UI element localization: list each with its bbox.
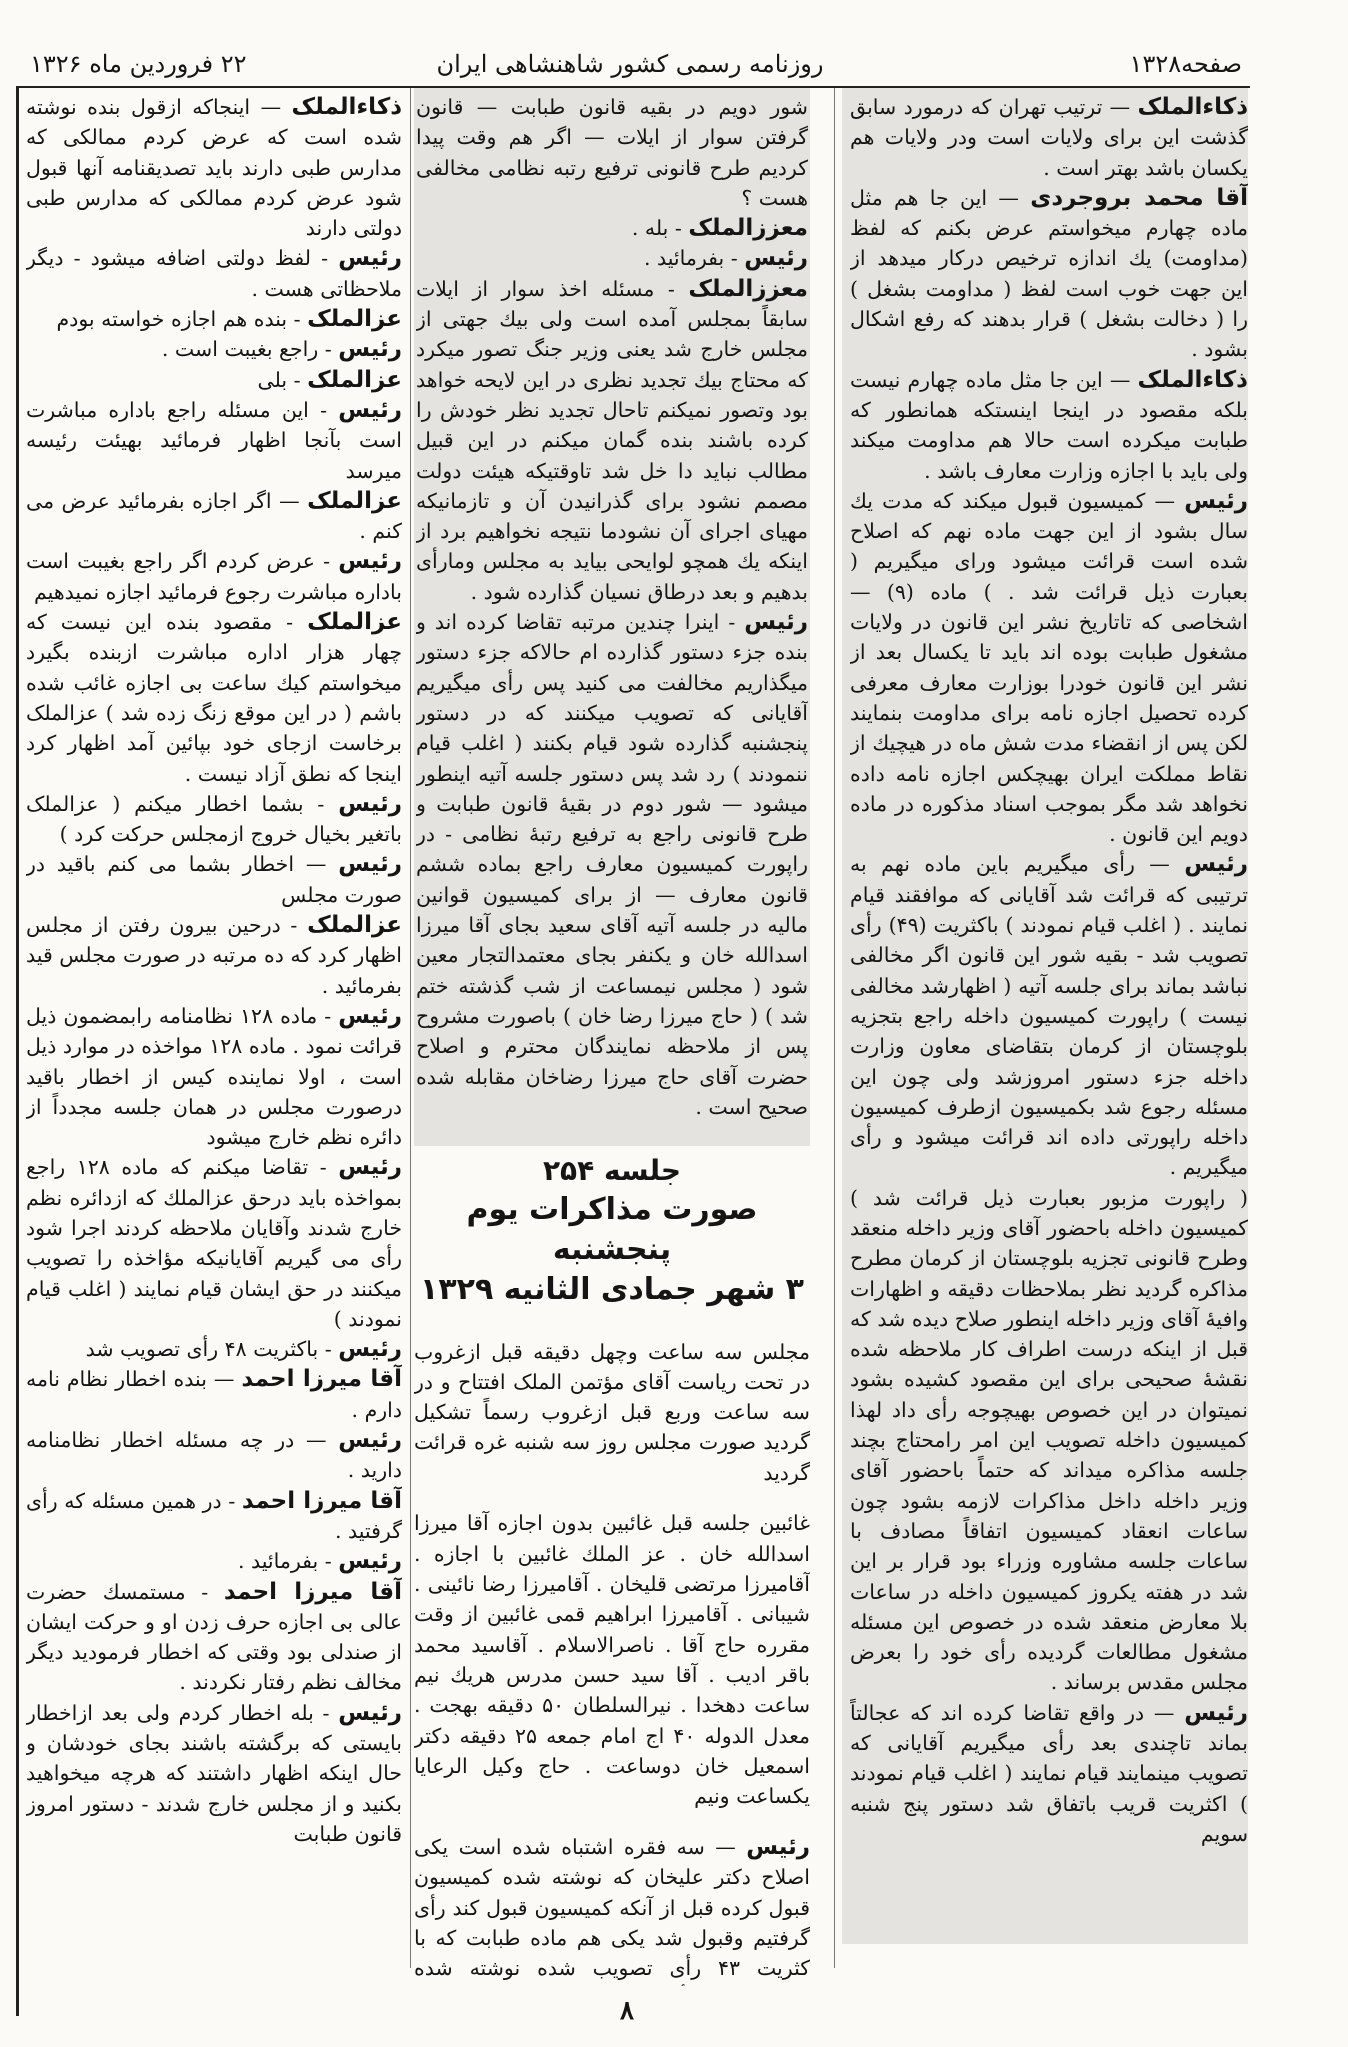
paragraph-text: - بنده هم اجازه خواسته بودم <box>56 307 301 332</box>
paragraph <box>26 365 402 395</box>
speaker-name: عزالملک <box>307 487 402 514</box>
session-date: ۳ شهر جمادی الثانیه ۱۳۲۹ <box>420 1272 804 1307</box>
left-column <box>26 92 402 1972</box>
paragraph <box>26 486 402 547</box>
column-divider <box>410 88 411 1968</box>
paragraph <box>850 1183 1248 1698</box>
paragraph <box>850 486 1248 850</box>
speaker-name: رئیس <box>1184 1699 1248 1726</box>
paragraph-text: - اینرا چندین مرتبه تقاضا کرده اند و بنده جزء دستور گذارده ام حالاکه جزء دستور میگذاریم مخالفت می کنید پس رأی میگیریم آقایانی که تصویب میکنند که در دستور پنجشنبه گذارده شود قیام بکنند ( اغلب قیام ننمودند ) رد شد پس دستور جلسه آتیه اینطور میشود — شور دوم در بقیهٔ قانون طبابت و طرح قانونی راجع به ترفیع رتبهٔ نظامی - در راپورت کمیسیون معارف راجع بماده ششم قانون معارف — از برای کمیسیون قوانین مالیه در جلسه آتیه آقای سعید بجای آقا میرزا اسدالله خان و یکنفر بجای معتمدالتجار معین شود ( مجلس نیمساعت از شب گذشته ختم شد ) ( حاج میرزا رضا خان ) باصورت مشروح پس از ملاحظه نمایندگان محترم و اصلاح حضرت آقای حاج میرزا رضاخان مقابله شده صحیح است . <box>416 610 808 1119</box>
session-section <box>414 1152 810 1986</box>
speaker-name: آقا میرزا احمد <box>223 1578 402 1605</box>
paragraph-text: - ماده ۱۲۸ نظامنامه رابمضمون ذیل قرائت نمود . ماده ۱۲۸ مواخذه در موارد ذیل است ، اولا نماینده کیس از اخطار باقید درصورت مجلس در همان جلسه مجدداً از دائره نظم خارج میشود <box>26 1003 402 1150</box>
paragraph <box>26 607 402 789</box>
speaker-name: رئیس <box>746 1833 810 1860</box>
paragraph <box>850 1698 1248 1849</box>
left-margin-rule <box>16 86 19 2016</box>
page-footer-number: ۸ <box>620 1996 634 2026</box>
paragraph <box>850 365 1248 486</box>
paragraph <box>850 849 1248 1182</box>
paragraph-text: - بله . <box>631 216 682 241</box>
speaker-name: رئیس <box>338 1699 402 1726</box>
paragraph <box>850 183 1248 365</box>
speaker-name: رئیس <box>338 1548 402 1575</box>
speaker-name: ذکاءالملک <box>1137 94 1248 120</box>
speaker-name: آقا میرزا احمد <box>241 1487 402 1514</box>
paragraph-text: - عرض کردم اگر راجع بغیبت است باداره مباشرت رجوع فرمائید اجازه نمیدهیم <box>26 549 402 604</box>
paragraph <box>414 1508 810 1811</box>
speaker-name: رئیس <box>338 336 402 363</box>
paragraph-text: - بفرمائید . <box>237 1549 332 1574</box>
paragraph <box>26 910 402 1001</box>
speaker-name: رئیس <box>338 1427 402 1454</box>
speaker-name: ذکاءالملک <box>1137 366 1248 393</box>
paragraph-text: — در چه مسئله اخطار نظامنامه دارید . <box>26 1428 402 1483</box>
paragraph <box>416 274 808 607</box>
paragraph-text: — اینجاکه ازقول بنده نوشته شده است که عرض کردم ممالکی که مدارس طبی دارند باید تصدیقنامه آنها قبول شود عرض کردم ممالکی که مدارس طبی دولتی دارند <box>26 95 402 241</box>
paragraph-text: — ترتیب تهران که درمورد سابق گذشت این برای ولایات است ودر ولایات هم یکسان باشد بهتر است . <box>850 95 1248 180</box>
paragraph <box>414 1337 810 1488</box>
paragraph-text: - تقاضا میکنم که ماده ۱۲۸ راجع بمواخذه باید درحق عزالملك که ازدائره نظم خارج شدند وآقایان ملاحظه کردند اجرا شود رأی می گیریم آقایانیکه مؤاخذه را تصویب میکنند در حق ایشان قیام نمایند ( اغلب قیام نمودند ) <box>26 1155 402 1331</box>
paragraph <box>26 849 402 910</box>
paragraph-text: - بشما اخطار میکنم ( عزالملک باتغیر بخیال خروج ازمجلس حرکت کرد ) <box>26 791 402 847</box>
speaker-name: آقا میرزا احمد <box>241 1366 402 1393</box>
speaker-name: رئیس <box>1184 487 1248 514</box>
paragraph-text: مجلس سه ساعت وچهل دقیقه قبل ازغروب در تحت ریاست آقای مؤتمن الملک افتتاح و در سه ساعت وربع قبل ازغروب رسماً تشکیل گردید صورت مجلس روز سه شنبه غره قرائت گردید <box>414 1339 810 1485</box>
paragraph-text: — بنده اخطار نظام نامه دارم . <box>26 1367 402 1422</box>
paragraph-text: - بلی <box>257 367 301 392</box>
speaker-name: رئیس <box>338 851 402 878</box>
page-number-label: صفحه۱۳۲۸ <box>1129 50 1242 78</box>
paragraph-text: شور دویم در بقیه قانون طبابت — قانون گرفتن سوار از ایلات — اگر هم وقت پیدا کردیم طرح قانونی ترفیع رتبه نظامی مخالفی هست ؟ <box>416 95 808 210</box>
column-divider <box>834 88 835 1968</box>
paragraph-text: — سه فقره اشتباه شده است یکی اصلاح دکتر علیخان که نوشته شده کمیسیون قبول کرده قبل از آنکه کمیسیون قبول کند رأی گرفتیم وقبول شد یکی هم ماده طبابت که با کثریت ۴۳ رأی تصویب شده نوشته شده <box>414 1834 810 1981</box>
speaker-name: رئیس <box>338 1154 402 1181</box>
paragraph-text: — رأی میگیریم باین ماده نهم به ترتیبی که قرائت شد آقایانی که موافقند قیام نمایند . ( اغلب قیام نمودند ) باکثریت (۴۹) رأی تصویب شد - بقیه شور این قانون اگر مخالفی نباشد بماند برای جلسه آتیه ( اظهارشد مخالفی نیست ) راپورت کمیسیون داخله راجع بتجزیه بلوچستان از کرمان بتقاضای معاون وزارت داخله جزء دستور امروزشد ولی چون این مسئله رجوع شد بکمیسیون ازطرف کمیسیون داخله راپورتی داده اند قرائت میشود و رأی میگیریم . <box>850 852 1248 1180</box>
paragraph <box>26 395 402 486</box>
paragraph-text: — کمیسیون قبول میکند که مدت یك سال بشود از این جهت ماده نهم که اصلاح شده است قرائت میشود ورای میگیریم ( بعبارت ذیل قرائت شد . ) ماده (۹) — اشخاصی که تاتاریخ نشر این قانون در ولایات مشغول طبابت بوده اند باید تا یکسال بعد از نشر این قانون خودرا بوزارت معارف معرفی کرده تحصیل اجازه نامه برای مداومت بنمایند لکن پس از انقضاء مدت شش ماه در هیچیك از نقاط مملکت ایران بهیچکس اجازه نامه داده نخواهد شد مگر بموجب اسناد مذکوره در ماده دویم این قانون . <box>850 488 1248 847</box>
paragraph-text: ( راپورت مزبور بعبارت ذیل قرائت شد ) کمیسیون داخله باحضور آقای وزیر داخله منعقد وطرح قانونی تجزیه بلوچستان از کرمان مطرح مذاکره گردید نظر بملاحظات دقیقه و اظهارات وافیهٔ آقای وزیر داخله اینطور صلاح دیده شد که قبل از اینکه درست اطراف کار ملاحظه شده نقشهٔ صحیحی برای این مقصود کشیده بشود نمیتوان در این خصوص بهیچوجه رأی داد لهذا کمیسیون داخله تصویب این امر رامحتاج بچند جلسه مذاکره میداند که حتماً باحضور آقای وزیر داخله داخل مذاکرات لازمه بشود چون ساعات انعقاد کمیسیون اتفاقاً مصادف با ساعات جلسه مشاوره وزراء بود قرار بر این شد در هفته یکروز کمیسیون داخله در ساعات بلا معارض منعقد شده در خصوص این مسئله مشغول مطالعات گردیده رأی خود را بعرض مجلس مقدس برساند . <box>850 1185 1248 1695</box>
newspaper-title: روزنامه رسمی کشور شاهنشاهی ایران <box>436 50 824 78</box>
paragraph <box>26 1425 402 1486</box>
speaker-name: رئیس <box>338 245 402 272</box>
paragraph-text: - این مسئله راجع باداره مباشرت است بآنجا اظهار فرمائید بهیئت رئیسه میرسد <box>26 397 402 483</box>
speaker-name: عزالملک <box>307 306 402 333</box>
paragraph <box>26 243 402 304</box>
paragraph <box>416 213 808 243</box>
paragraph <box>26 1334 402 1364</box>
speaker-name: آقا محمد بروجردی <box>1030 184 1248 211</box>
speaker-name: ذکاءالملک <box>291 94 402 120</box>
speaker-name: رئیس <box>338 1336 402 1363</box>
speaker-name: رئیس <box>338 396 402 423</box>
middle-column <box>416 92 808 1142</box>
paragraph <box>416 243 808 273</box>
speaker-name: عزالملک <box>307 366 402 393</box>
paragraph-text: — اخطار بشما می کنم باقید در صورت مجلس <box>26 852 402 907</box>
paragraph-text: - بفرمائید . <box>643 246 738 271</box>
paragraph-text: - مقصود بنده این نیست که چهار هزار اداره مباشرت ازبنده بگیرد میخواستم کیك ساعت بی اجازه غائب شده باشم ( در این موقع زنگ زده شد ) عزالملک برخاست ازجای خود بپائین آمد اظهار کرد اینجا که نطق آزاد نیست . <box>26 610 402 786</box>
paragraph-text: - راجع بغیبت است . <box>161 337 332 362</box>
paragraph-text: - بله اخطار کردم ولی بعد ازاخطار بایستی که برگشته باشند بجای خودشان و حال اینکه اظهار داشتند که هرچه میخواهید بکنید و از مجلس خارج شدند - دستور امروز قانون طبابت <box>26 1700 402 1846</box>
speaker-name: رئیس <box>338 790 402 817</box>
paragraph <box>416 607 808 1122</box>
paragraph <box>26 1546 402 1576</box>
issue-date: ۲۲ فروردین ماه ۱۳۲۶ <box>30 50 247 78</box>
session-body <box>414 1316 810 1986</box>
paragraph <box>26 304 402 334</box>
paragraph <box>26 546 402 607</box>
speaker-name: رئیس <box>744 609 808 636</box>
paragraph-text: - مستمسك حضرت عالی بی اجازه حرف زدن او و حرکت ایشان از صندلی بود وقتی که اخطار فرمودید دیگر مخالف نظم رفتار نکردند . <box>26 1579 402 1695</box>
right-column <box>850 92 1248 1972</box>
paragraph-text: — این جا مثل ماده چهارم نیست بلکه مقصود در اینجا اینستکه همانطور که طبابت میکرده است حالا هم مداومت میکند ولی باید با اجازه وزارت معارف باشد . <box>850 367 1248 483</box>
speaker-name: رئیس <box>1184 851 1248 878</box>
paragraph <box>26 334 402 364</box>
paragraph-text: — در واقع تقاضا کرده اند که عجالتاً بماند تاچندی بعد رأی میگیریم آقایانی که تصویب مینمایند قیام نمایند ( اغلب قیام نمودند ) اکثریت قریب باتفاق شد دستور پنج شنبه سویم <box>850 1700 1248 1846</box>
page-header <box>10 46 1250 86</box>
speaker-name: عزالملک <box>307 912 402 939</box>
paragraph <box>26 789 402 850</box>
paragraph <box>850 92 1248 183</box>
paragraph <box>416 92 808 213</box>
session-title: صورت مذاکرات یوم پنجشنبه <box>466 1192 758 1267</box>
paragraph <box>26 1001 402 1152</box>
paragraph-text: - مسئله اخذ سوار از ایلات سابقاً بمجلس آمده است ولی بیك جهتی از مجلس خارج شد یعنی وزیر جنگ تصور میکرد که محتاج بیك تجدید نظری در این لایحه خواهد بود وتصور نمیکنم تاحال تجدید نظر خودش را کرده باشند بنده گمان میکنم در این قبیل مطالب نباید دا خل شد تاوقتیکه هیئت دولت مصمم نشود برای گذرانیدن آن و تازمانیکه مهیای اجرای آن نشودما نتیجه نخواهیم برد از اینکه یك همچو لوایحی بیاید به مجلس ومارأی بدهیم و بعد درطاق نسیان گذارده شود . <box>416 276 808 604</box>
speaker-name: رئیس <box>744 245 808 272</box>
session-number: جلسه ۲۵۴ <box>542 1154 682 1187</box>
speaker-name: معززالملک <box>688 275 808 302</box>
paragraph <box>26 1486 402 1547</box>
paragraph <box>414 1832 810 1986</box>
paragraph <box>26 1364 402 1425</box>
paragraph <box>26 1698 402 1849</box>
paragraph-text: - درحین بیرون رفتن از مجلس اظهار کرد که ده مرتبه در صورت مجلس قید بفرمائید . <box>26 913 402 998</box>
paragraph-text: - باکثریت ۴۸ رأی تصویب شد <box>85 1337 332 1362</box>
speaker-name: رئیس <box>338 548 402 575</box>
speaker-name: معززالملک <box>688 215 808 242</box>
paragraph <box>26 1152 402 1334</box>
paragraph <box>26 92 402 243</box>
paragraph-text: - در همین مسئله که رأی گرفتید . <box>26 1488 402 1543</box>
speaker-name: عزالملک <box>307 609 402 636</box>
paragraph <box>26 1577 402 1698</box>
paragraph-text: - لفظ دولتی اضافه میشود - دیگر ملاحظاتی هست . <box>26 246 402 301</box>
paragraph-text: — این جا هم مثل ماده چهارم میخواستم عرض بکنم که لفظ (مداومت) یك اندازه ترخیص درکار میدهد از این جهت خوب است لفظ ( مداومت بشغل ) را ( دخالت بشغل ) قرار بدهند که رفع اشکال بشود . <box>850 185 1248 362</box>
paragraph-text: — اگر اجازه بفرمائید عرض می کنم . <box>26 488 402 544</box>
paragraph-text: غائبین جلسه قبل غائبین بدون اجازه آقا میرزا اسدالله خان . عز الملك غائبین با اجازه . آقامیرزا مرتضی قلیخان . آقامیرزا رضا نائینی . شیبانی . آقامیرزا ابراهیم قمی غائبین از وقت مقرره حاج آقا . ناصرالاسلام . آقاسید محمد باقر ادیب . آقا سید حسن مدرس هریك نیم ساعت دهخدا . نیرالسلطان ۵۰ دقیقه بهجت . معدل الدوله ۴۰ اج امام جمعه ۲۵ دقیقه دکتر اسمعیل خان دوساعت . حاج وکیل الرعایا یکساعت ونیم <box>414 1511 810 1809</box>
speaker-name: رئیس <box>338 1002 402 1029</box>
